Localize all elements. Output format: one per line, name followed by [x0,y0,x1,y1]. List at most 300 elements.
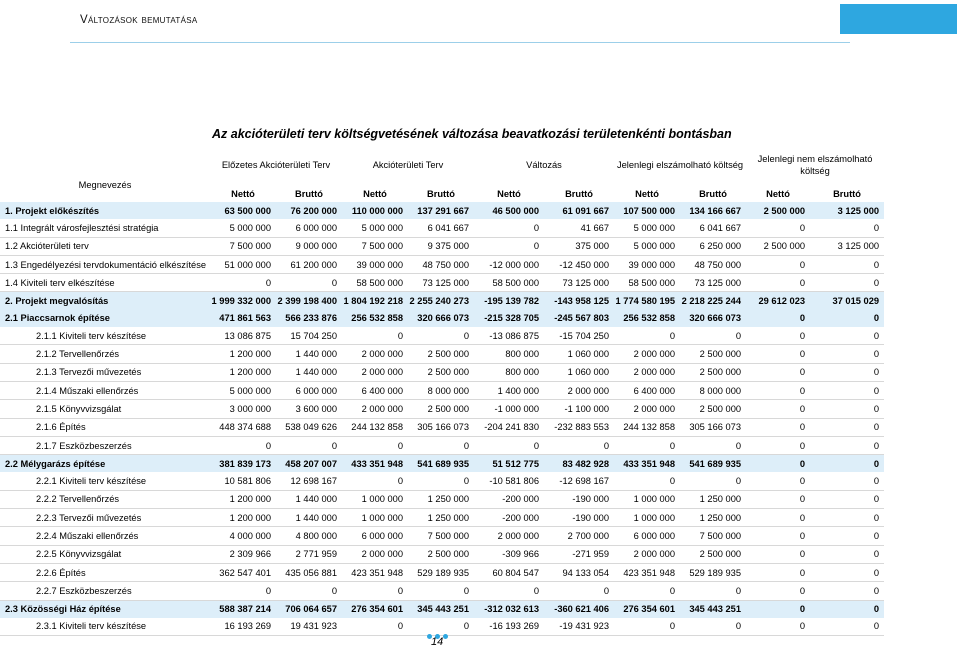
row-value: 0 [408,436,474,454]
row-value: -204 241 830 [474,418,544,436]
row-value: 256 532 858 [342,310,408,327]
row-label: 2.2 Mélygarázs építése [0,455,210,473]
row-value: 8 000 000 [680,381,746,399]
table-title: Az akcióterületi terv költségvetésének változása beavatkozási területenkénti bontásban [212,127,732,141]
row-value: 48 750 000 [680,255,746,273]
row-label: 1.4 Kiviteli terv elkészítése [0,274,210,292]
row-value: 51 512 775 [474,455,544,473]
row-value: 529 189 935 [680,563,746,581]
header-group: Változás [526,160,562,170]
row-value: 0 [614,472,680,490]
row-value: -190 000 [544,509,614,527]
row-value: 0 [746,545,810,563]
row-value: 0 [746,400,810,418]
table-row [0,327,884,345]
row-value: 538 049 626 [276,418,342,436]
row-value: 276 354 601 [342,600,408,618]
row-value: 6 400 000 [342,381,408,399]
row-value: 0 [342,582,408,600]
row-value: 6 041 667 [408,219,474,237]
row-value: 1 400 000 [474,381,544,399]
row-value: 0 [680,436,746,454]
row-value: 0 [210,582,276,600]
row-value: 0 [474,582,544,600]
row-label: 2.2.2 Tervellenőrzés [0,490,210,508]
row-value: 94 133 054 [544,563,614,581]
row-value: 244 132 858 [342,418,408,436]
row-value: 2 399 198 400 [276,292,342,310]
row-value: 256 532 858 [614,310,680,327]
row-value: 2 000 000 [342,345,408,363]
corner-accent-box [840,4,957,34]
row-value: 3 000 000 [210,400,276,418]
row-value: 2 500 000 [680,363,746,381]
row-value: 541 689 935 [408,455,474,473]
row-value: 0 [810,618,884,636]
row-value: 0 [810,509,884,527]
row-value: 2 255 240 273 [408,292,474,310]
row-value: 73 125 000 [408,274,474,292]
row-value: 0 [810,582,884,600]
row-value: 320 666 073 [680,310,746,327]
row-value: 305 166 073 [680,418,746,436]
row-value: 2 000 000 [342,363,408,381]
row-value: -190 000 [544,490,614,508]
row-value: 0 [746,509,810,527]
row-value: 0 [746,582,810,600]
row-value: 244 132 858 [614,418,680,436]
row-value: 0 [474,219,544,237]
row-value: 0 [746,455,810,473]
row-value: 423 351 948 [342,563,408,581]
row-value: 0 [614,327,680,345]
row-value: 0 [810,490,884,508]
row-value: 0 [746,436,810,454]
row-value: 2 500 000 [680,400,746,418]
header-sub: Bruttó [565,188,593,199]
row-value: 0 [810,327,884,345]
row-value: 2 309 966 [210,545,276,563]
row-label: 2.2.6 Építés [0,563,210,581]
row-value: 0 [342,472,408,490]
row-value: 0 [810,310,884,327]
row-value: 3 125 000 [810,237,884,255]
row-value: 5 000 000 [614,237,680,255]
row-value: 58 500 000 [342,274,408,292]
row-value: 48 750 000 [408,255,474,273]
row-value: 137 291 667 [408,202,474,219]
row-value: 0 [210,274,276,292]
row-value: 83 482 928 [544,455,614,473]
row-value: -271 959 [544,545,614,563]
table-row [0,292,884,310]
row-value: 6 250 000 [680,237,746,255]
table-body [0,202,884,636]
row-value: 1 250 000 [680,490,746,508]
row-value: 7 500 000 [210,237,276,255]
row-value: 9 000 000 [276,237,342,255]
row-label: 2.3.1 Kiviteli terv készítése [0,618,210,636]
budget-table [0,145,884,636]
row-value: 435 056 881 [276,563,342,581]
row-label: 2.1.7 Eszközbeszerzés [0,436,210,454]
row-label: 1.2 Akcióterületi terv [0,237,210,255]
row-value: 2 500 000 [746,202,810,219]
row-value: 2 500 000 [746,237,810,255]
row-value: 41 667 [544,219,614,237]
row-value: 0 [614,436,680,454]
row-value: 375 000 [544,237,614,255]
row-value: 1 060 000 [544,345,614,363]
row-value: 6 041 667 [680,219,746,237]
row-value: 0 [408,327,474,345]
row-value: 1 060 000 [544,363,614,381]
header-group: Előzetes Akcióterületi Terv [221,160,331,170]
row-value: 0 [342,327,408,345]
row-value: -360 621 406 [544,600,614,618]
row-value: 2 500 000 [408,363,474,381]
row-label: 1.1 Integrált városfejlesztési stratégia [0,219,210,237]
row-value: 0 [746,563,810,581]
row-label: 2.3 Közösségi Ház építése [0,600,210,618]
row-value: 0 [810,363,884,381]
row-value: 2 000 000 [614,400,680,418]
row-value: -12 450 000 [544,255,614,273]
row-value: 2 218 225 244 [680,292,746,310]
row-value: 0 [810,436,884,454]
row-value: 5 000 000 [614,219,680,237]
row-value: 0 [276,582,342,600]
row-value: 0 [680,327,746,345]
header-divider [70,42,850,43]
header-sub: Nettó [635,188,659,199]
row-value: 7 500 000 [408,527,474,545]
row-value: 5 000 000 [210,381,276,399]
row-value: -1 100 000 [544,400,614,418]
row-value: 0 [342,436,408,454]
row-value: 0 [746,219,810,237]
header-sub: Nettó [766,188,790,199]
table-row [0,455,884,473]
row-value: 0 [810,418,884,436]
row-label: 2.1.5 Könyvvizsgálat [0,400,210,418]
row-value: 19 431 923 [276,618,342,636]
row-value: 39 000 000 [342,255,408,273]
row-value: 2 000 000 [342,545,408,563]
row-value: 588 387 214 [210,600,276,618]
row-value: 0 [342,618,408,636]
row-value: 566 233 876 [276,310,342,327]
row-value: 16 193 269 [210,618,276,636]
row-value: 0 [810,455,884,473]
row-value: 0 [746,381,810,399]
row-value: 2 000 000 [474,527,544,545]
row-value: 0 [810,255,884,273]
row-value: -232 883 553 [544,418,614,436]
row-value: 381 839 173 [210,455,276,473]
row-value: -15 704 250 [544,327,614,345]
row-value: 8 000 000 [408,381,474,399]
table-row [0,436,884,454]
row-value: 0 [474,436,544,454]
row-label: 2.2.1 Kiviteli terv készítése [0,472,210,490]
row-value: 458 207 007 [276,455,342,473]
row-value: -16 193 269 [474,618,544,636]
row-value: 76 200 000 [276,202,342,219]
row-value: 800 000 [474,363,544,381]
row-value: 5 000 000 [342,219,408,237]
row-value: 2 500 000 [408,545,474,563]
row-value: 0 [810,400,884,418]
row-value: 110 000 000 [342,202,408,219]
table-row [0,363,884,381]
table-row [0,545,884,563]
row-value: 2 500 000 [680,545,746,563]
table-row [0,582,884,600]
row-value: 6 000 000 [276,381,342,399]
row-value: 1 000 000 [614,509,680,527]
row-value: 1 200 000 [210,509,276,527]
row-value: 1 200 000 [210,345,276,363]
row-value: 3 600 000 [276,400,342,418]
row-value: 58 500 000 [614,274,680,292]
row-value: 29 612 023 [746,292,810,310]
row-value: 448 374 688 [210,418,276,436]
row-value: 345 443 251 [408,600,474,618]
row-label: 2.2.3 Tervezői művezetés [0,509,210,527]
row-value: 362 547 401 [210,563,276,581]
row-value: 0 [614,582,680,600]
row-value: 61 200 000 [276,255,342,273]
row-value: 0 [746,618,810,636]
header-sub: Nettó [497,188,521,199]
row-value: 0 [276,274,342,292]
row-value: 0 [810,381,884,399]
row-value: -309 966 [474,545,544,563]
row-value: 1 250 000 [680,509,746,527]
row-value: 0 [810,219,884,237]
table-row [0,219,884,237]
row-value: 0 [746,472,810,490]
row-label: 2.1.3 Tervezői művezetés [0,363,210,381]
row-value: -200 000 [474,509,544,527]
row-value: 433 351 948 [614,455,680,473]
row-value: 2 000 000 [614,545,680,563]
row-value: 2 500 000 [408,345,474,363]
row-value: 0 [746,490,810,508]
row-value: 2 000 000 [544,381,614,399]
row-value: 1 000 000 [342,490,408,508]
row-value: -195 139 782 [474,292,544,310]
row-value: 0 [746,274,810,292]
row-value: 39 000 000 [614,255,680,273]
row-value: 0 [408,582,474,600]
row-value: 6 400 000 [614,381,680,399]
row-value: 0 [746,327,810,345]
page-number: 14 [431,636,444,648]
row-value: -200 000 [474,490,544,508]
row-value: 12 698 167 [276,472,342,490]
row-value: 4 800 000 [276,527,342,545]
table-row [0,381,884,399]
row-value: 0 [746,363,810,381]
row-value: 1 250 000 [408,490,474,508]
row-value: 0 [746,418,810,436]
row-value: 529 189 935 [408,563,474,581]
row-value: 1 000 000 [614,490,680,508]
row-value: -215 328 705 [474,310,544,327]
row-value: 2 000 000 [342,400,408,418]
row-value: 0 [210,436,276,454]
row-value: 6 000 000 [342,527,408,545]
row-value: 7 500 000 [342,237,408,255]
table-row [0,274,884,292]
row-value: 0 [810,527,884,545]
header-sub: Bruttó [699,188,727,199]
row-value: 305 166 073 [408,418,474,436]
row-label: 2.2.4 Műszaki ellenőrzés [0,527,210,545]
row-value: 1 774 580 195 [614,292,680,310]
row-value: 4 000 000 [210,527,276,545]
row-value: 0 [810,600,884,618]
row-value: 60 804 547 [474,563,544,581]
row-label: 2. Projekt megvalósítás [0,292,210,310]
row-value: -245 567 803 [544,310,614,327]
row-value: 0 [544,436,614,454]
table-row [0,418,884,436]
row-value: 320 666 073 [408,310,474,327]
table-row [0,472,884,490]
row-value: 0 [408,472,474,490]
row-value: 2 500 000 [408,400,474,418]
row-value: -12 000 000 [474,255,544,273]
row-value: 37 015 029 [810,292,884,310]
row-value: -19 431 923 [544,618,614,636]
row-value: 3 125 000 [810,202,884,219]
header-sub: Bruttó [427,188,455,199]
row-value: 0 [746,345,810,363]
row-value: 423 351 948 [614,563,680,581]
row-value: 51 000 000 [210,255,276,273]
row-label: 2.2.7 Eszközbeszerzés [0,582,210,600]
row-value: -12 698 167 [544,472,614,490]
row-value: -13 086 875 [474,327,544,345]
table-row [0,509,884,527]
row-label: 2.2.5 Könyvvizsgálat [0,545,210,563]
row-value: 15 704 250 [276,327,342,345]
table-row [0,527,884,545]
row-value: 107 500 000 [614,202,680,219]
row-value: 6 000 000 [276,219,342,237]
header-sub: Bruttó [295,188,323,199]
row-value: 0 [746,310,810,327]
row-value: 1 804 192 218 [342,292,408,310]
row-value: 63 500 000 [210,202,276,219]
row-value: 276 354 601 [614,600,680,618]
table-row [0,202,884,219]
row-value: 0 [746,255,810,273]
row-value: 0 [810,472,884,490]
row-value: 9 375 000 [408,237,474,255]
row-value: 1 440 000 [276,363,342,381]
row-value: 0 [746,527,810,545]
row-value: 2 700 000 [544,527,614,545]
row-value: 0 [746,600,810,618]
row-value: 58 500 000 [474,274,544,292]
row-value: 2 000 000 [614,345,680,363]
row-label: 2.1 Piaccsarnok építése [0,310,210,327]
row-value: 471 861 563 [210,310,276,327]
row-value: 0 [810,563,884,581]
table-row [0,310,884,327]
row-value: 61 091 667 [544,202,614,219]
header-group: Jelenlegi elszámolható költség [616,160,744,170]
row-value: 0 [408,618,474,636]
row-value: 1 440 000 [276,490,342,508]
row-value: 1 440 000 [276,345,342,363]
table-row [0,237,884,255]
table-row [0,563,884,581]
row-value: 1 440 000 [276,509,342,527]
row-value: 1 999 332 000 [210,292,276,310]
row-value: 2 500 000 [680,345,746,363]
row-value: 6 000 000 [614,527,680,545]
row-value: 0 [614,618,680,636]
row-label: 2.1.6 Építés [0,418,210,436]
row-value: 1 250 000 [408,509,474,527]
row-value: 433 351 948 [342,455,408,473]
row-label: 1.3 Engedélyezési tervdokumentáció elkészítése [0,255,210,273]
table-row [0,600,884,618]
running-header: Változások bemutatása [80,14,198,26]
header-sub: Bruttó [833,188,861,199]
row-label: 1. Projekt előkészítés [0,202,210,219]
row-value: 7 500 000 [680,527,746,545]
row-value: 0 [810,274,884,292]
row-value: 0 [276,436,342,454]
row-value: 0 [810,545,884,563]
header-sub: Nettó [231,188,255,199]
row-value: -143 958 125 [544,292,614,310]
row-value: 0 [544,582,614,600]
row-value: 0 [810,345,884,363]
row-value: 0 [680,472,746,490]
header-row-groups [0,145,884,185]
row-value: 0 [680,582,746,600]
table-row [0,345,884,363]
row-value: 1 000 000 [342,509,408,527]
table-row [0,490,884,508]
row-value: 2 000 000 [614,363,680,381]
row-value: 706 064 657 [276,600,342,618]
row-value: 1 200 000 [210,363,276,381]
row-value: 345 443 251 [680,600,746,618]
row-value: 73 125 000 [680,274,746,292]
row-value: 0 [680,618,746,636]
row-value: 73 125 000 [544,274,614,292]
header-sub: Nettó [363,188,387,199]
row-value: 1 200 000 [210,490,276,508]
row-value: 13 086 875 [210,327,276,345]
table-row [0,400,884,418]
row-label: 2.1.4 Műszaki ellenőrzés [0,381,210,399]
row-label: 2.1.2 Tervellenőrzés [0,345,210,363]
row-value: -1 000 000 [474,400,544,418]
row-value: 541 689 935 [680,455,746,473]
row-value: 10 581 806 [210,472,276,490]
header-name: Megnevezés [78,179,132,190]
header-group: Akcióterületi Terv [372,160,444,170]
